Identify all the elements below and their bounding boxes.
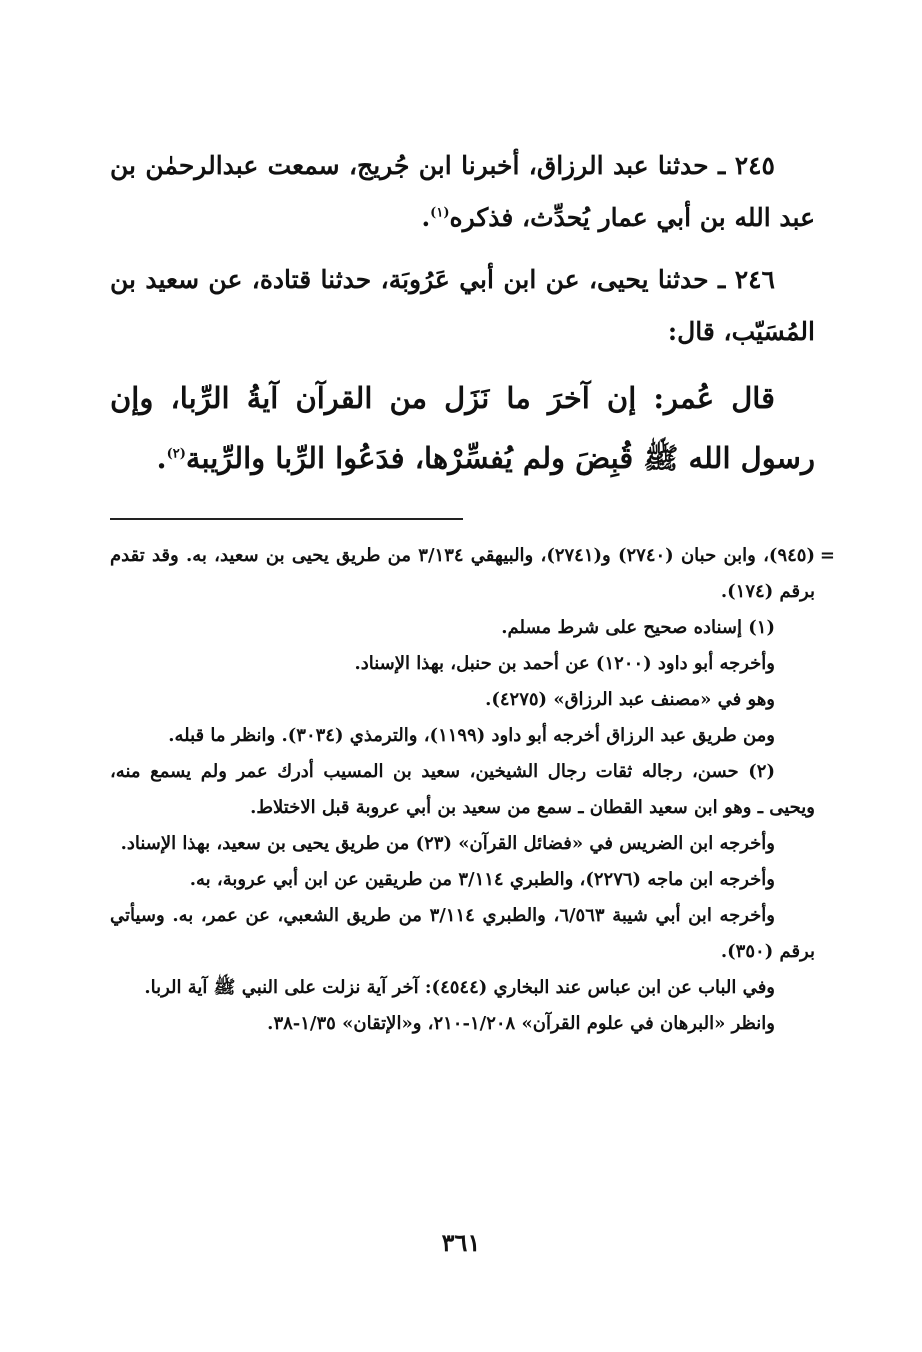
hadith-245-text: ٢٤٥ ـ حدثنا عبد الرزاق، أخبرنا ابن جُريج، سمعت عبدالرحمٰن بن عبد الله بن أبي عمار يُحدِّث، فذكره	[110, 151, 815, 232]
footnote-2-source-e: وانظر «البرهان في علوم القرآن» ١/٢٠٨-٢١٠، و«الإتقان» ١/٣٥-٣٨.	[267, 1013, 775, 1034]
hadith-245	[110, 140, 815, 244]
footnote-1-source-b: وهو في «مصنف عبد الرزاق» (٤٢٧٥).	[485, 689, 775, 710]
hadith-246-quote	[110, 368, 815, 488]
quote-text: قال عُمر: إن آخرَ ما نَزَل من القرآن آيةُ الرِّبا، وإن رسول الله ﷺ قُبِضَ ولم يُفسِّرْها، فدَعُوا الرِّبا والرِّيبة	[110, 381, 815, 475]
footnote-continued	[110, 538, 835, 610]
footnote-1-source-c: ومن طريق عبد الرزاق أخرجه أبو داود (١١٩٩)، والترمذي (٣٠٣٤). وانظر ما قبله.	[168, 725, 775, 746]
footnote-1-source-a: وأخرجه أبو داود (١٢٠٠) عن أحمد بن حنبل، بهذا الإسناد.	[354, 653, 775, 674]
hadith-245-end: .	[421, 203, 431, 232]
footnote-2-source-b: وأخرجه ابن ماجه (٢٢٧٦)، والطبري ٣/١١٤ من طريقين عن ابن أبي عروبة، به.	[189, 869, 775, 890]
footnote-2-source-a: وأخرجه ابن الضريس في «فضائل القرآن» (٢٣) من طريق يحيى بن سعيد، بهذا الإسناد.	[120, 833, 775, 854]
page-body	[110, 140, 835, 1042]
footnote-ref-2[interactable]: (٢)	[166, 446, 186, 462]
footnote-2-source-c: وأخرجه ابن أبي شيبة ٦/٥٦٣، والطبري ٣/١١٤ من طريق الشعبي، عن عمر، به. وسيأتي برقم (٣٥٠).	[110, 905, 815, 962]
quote-end: .	[156, 441, 167, 475]
footnotes	[110, 538, 835, 1042]
hadith-246	[110, 254, 815, 358]
continued-marker: =	[819, 545, 835, 566]
footnote-2-source-d: وفي الباب عن ابن عباس عند البخاري (٤٥٤٤): آخر آية نزلت على النبي ﷺ آية الربا.	[144, 977, 775, 998]
footnote-separator	[110, 518, 463, 520]
page-number: ٣٦١	[441, 1228, 481, 1257]
footnote-1-grading: (١) إسناده صحيح على شرط مسلم.	[501, 617, 775, 638]
hadith-246-text: ٢٤٦ ـ حدثنا يحيى، عن ابن أبي عَرُوبَة، حدثنا قتادة، عن سعيد بن المُسَيّب، قال:	[110, 265, 815, 346]
footnote-2-grading: (٢) حسن، رجاله ثقات رجال الشيخين، سعيد بن المسيب أدرك عمر ولم يسمع منه، ويحيى ـ وهو ابن سعيد القطان ـ سمع من سعيد بن أبي عروبة قبل الاختلاط.	[110, 761, 815, 818]
footnote-continued-text: (٩٤٥)، وابن حبان (٢٧٤٠) و(٢٧٤١)، والبيهقي ٣/١٣٤ من طريق يحيى بن سعيد، به. وقد تقدم برقم (١٧٤).	[110, 545, 815, 602]
footnote-ref-1[interactable]: (١)	[430, 205, 450, 221]
